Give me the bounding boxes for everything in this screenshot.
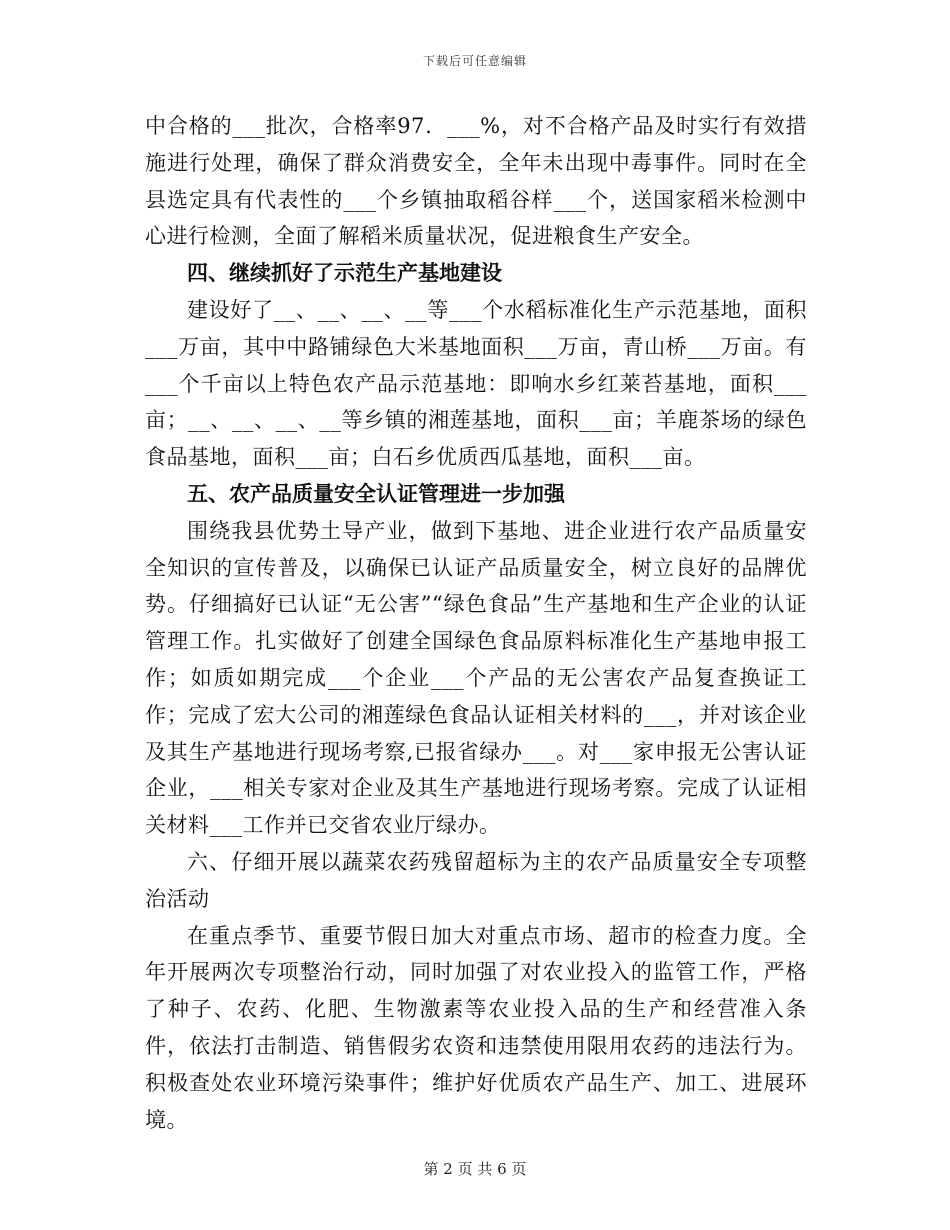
paragraph-demo-bases: 建设好了__、__、__、__等___个水稻标准化生产示范基地，面积___万亩，其中中路铺绿色大米基地面积___万亩，青山桥___万亩。有___个千亩以上特色农产品示范基地：即响水乡红莱苔基地，面积___亩；__、__、__、__等乡镇的湘莲基地，面积___亩；羊鹿茶场的绿色食品基地，面积___亩；白石乡优质西瓜基地，面积___亩。 [145,297,807,470]
section-heading-4: 四、继续抓好了示范生产基地建设 [187,260,502,286]
page-header-note: 下载后可任意编辑 [422,54,527,68]
paragraph-inspection-results: 中合格的___批次，合格率97．___%，对不合格产品及时实行有效措施进行处理，确保了群众消费安全，全年未出现中毒事件。同时在全县选定具有代表性的___个乡镇抽取稻谷样___个，送国家稻米检测中心进行检测，全面了解稻米质量状况，促进粮食生产安全。 [145,114,807,249]
section-heading-5: 五、农产品质量安全认证管理进一步加强 [187,480,565,506]
document-body [145,108,807,1138]
page-number: 第 2 页 共 6 页 [423,1160,527,1178]
section-heading-6: 六、仔细开展以蔬菜农药残留超标为主的农产品质量安全专项整治活动 [145,849,807,911]
paragraph-certification: 围绕我县优势土导产业，做到下基地、进企业进行农产品质量安全知识的宣传普及，以确保已认证产品质量安全，树立良好的品牌优势。仔细搞好已认证“无公害”“绿色食品”生产基地和生产企业的认证管理工作。扎实做好了创建全国绿色食品原料标准化生产基地申报工作；如质如期完成___个企业___个产品的无公害农产品复查换证工作；完成了宏大公司的湘莲绿色食品认证相关材料的___，并对该企业及其生产基地进行现场考察,已报省绿办___。对___家申报无公害认证企业，___相关专家对企业及其生产基地进行现场考察。完成了认证相关材料___工作并已交省农业厅绿办。 [145,518,807,838]
paragraph-rectification: 在重点季节、重要节假日加大对重点市场、超市的检查力度。全年开展两次专项整治行动，同时加强了对农业投入的监管工作，严格了种子、农药、化肥、生物激素等农业投入品的生产和经营准入条件，依法打击制造、销售假劣农资和违禁使用限用农药的违法行为。积极查处农业环境污染事件；维护好优质农产品生产、加工、进展环境。 [145,923,807,1132]
